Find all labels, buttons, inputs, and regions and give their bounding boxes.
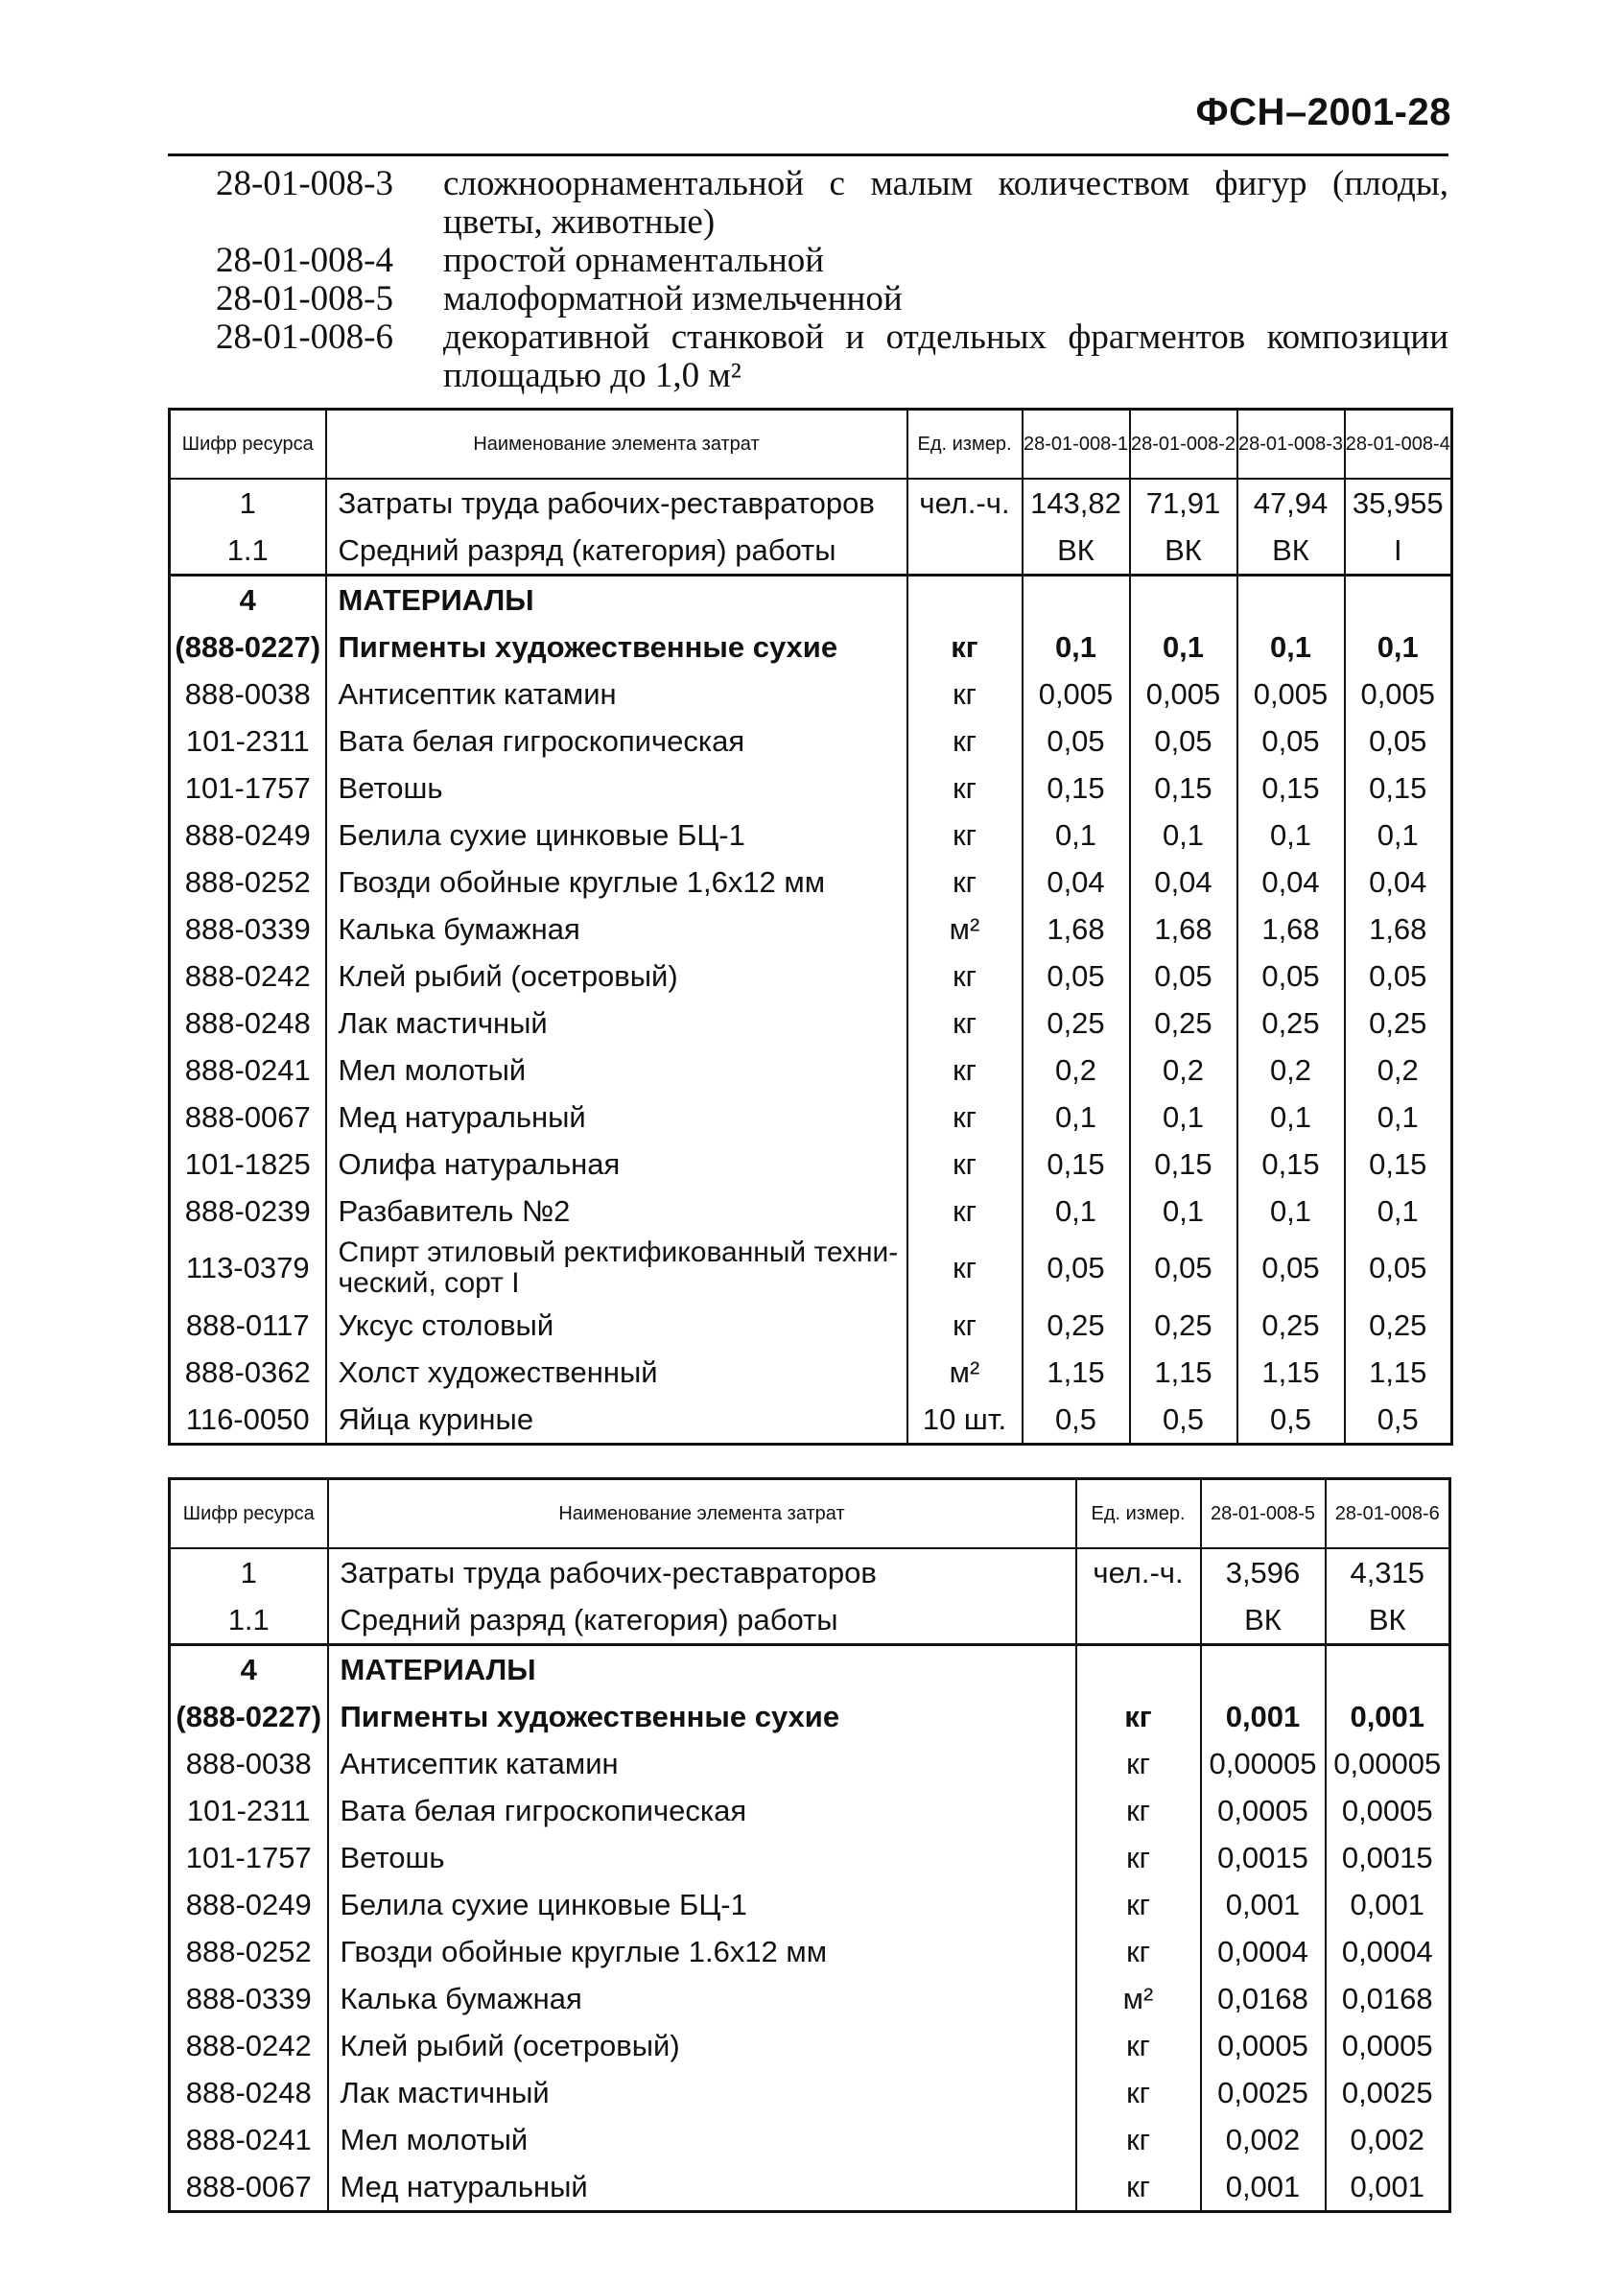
resource-code: 888-0038 (170, 1740, 328, 1787)
value-cell: 1,68 (1237, 906, 1345, 953)
resource-code: 4 (170, 576, 326, 624)
value-cell: 0,0005 (1201, 1787, 1326, 1834)
value-cell: 0,15 (1345, 765, 1452, 812)
value-cell: 0,005 (1345, 671, 1452, 718)
resource-name: Затраты труда рабочих-реставраторов (326, 479, 907, 527)
resource-name: Мел молотый (328, 2116, 1076, 2163)
page-header: ФСН–2001-28 (1195, 91, 1451, 133)
value-cell: 71,91 (1130, 479, 1237, 527)
resource-name: Средний разряд (категория) работы (326, 527, 907, 576)
resource-name: Средний разряд (категория) работы (328, 1596, 1076, 1645)
value-cell: 0,25 (1345, 1302, 1452, 1349)
unit-cell: кг (907, 859, 1023, 906)
unit-cell: чел.-ч. (907, 479, 1023, 527)
resource-name: Гвозди обойные круглые 1,6х12 мм (326, 859, 907, 906)
resource-code: 1 (170, 479, 326, 527)
unit-cell: кг (1076, 1834, 1201, 1881)
resource-name: Пигменты художественные сухие (326, 624, 907, 671)
resource-code: 116-0050 (170, 1396, 326, 1445)
resource-name: Олифа натуральная (326, 1141, 907, 1188)
value-cell (1345, 576, 1452, 624)
resource-code: 101-1757 (170, 1834, 328, 1881)
table-row (170, 1141, 1452, 1188)
resource-name: Клей рыбий (осетровый) (326, 953, 907, 1000)
table-row (170, 1645, 1450, 1694)
resource-name: Клей рыбий (осетровый) (328, 2022, 1076, 2069)
value-cell: ВК (1201, 1596, 1326, 1645)
value-cell: 0,1 (1345, 1094, 1452, 1141)
resource-code: 888-0067 (170, 1094, 326, 1141)
value-cell: 1,15 (1237, 1349, 1345, 1396)
value-cell: 47,94 (1237, 479, 1345, 527)
resource-code: 888-0117 (170, 1302, 326, 1349)
resource-code: 888-0339 (170, 1975, 328, 2022)
table-row (170, 1396, 1452, 1445)
table-row (170, 1000, 1452, 1047)
value-cell: 0,04 (1023, 859, 1130, 906)
header-col: 28-01-008-1 (1023, 410, 1130, 480)
value-cell: 0,001 (1201, 1693, 1326, 1740)
variant-desc: декоративной станковой и отдельных фрагментов композиции площадью до 1,0 м² (443, 318, 1448, 395)
table-row (170, 1596, 1450, 1645)
value-cell: 0,00005 (1201, 1740, 1326, 1787)
value-cell: 0,2 (1023, 1047, 1130, 1094)
unit-cell: кг (1076, 1787, 1201, 1834)
value-cell: 0,15 (1130, 1141, 1237, 1188)
value-cell: 0,5 (1023, 1396, 1130, 1445)
table-row (170, 906, 1452, 953)
value-cell: 0,001 (1326, 1881, 1450, 1928)
variant-list (216, 165, 1448, 395)
unit-cell: кг (907, 1141, 1023, 1188)
header-col: 28-01-008-4 (1345, 410, 1452, 480)
table-row (170, 1834, 1450, 1881)
value-cell: 0,1 (1345, 1188, 1452, 1235)
unit-cell: кг (907, 1000, 1023, 1047)
resource-name: Антисептик катамин (326, 671, 907, 718)
table-row (170, 812, 1452, 859)
norms-table-1 (168, 408, 1453, 1446)
resource-code: 888-0038 (170, 671, 326, 718)
value-cell: 0,05 (1130, 953, 1237, 1000)
unit-cell: кг (907, 765, 1023, 812)
value-cell: 0,1 (1130, 1094, 1237, 1141)
value-cell: 0,05 (1023, 953, 1130, 1000)
value-cell: 0,0004 (1201, 1928, 1326, 1975)
value-cell: 0,1 (1023, 1188, 1130, 1235)
value-cell: 0,1 (1130, 812, 1237, 859)
value-cell: 0,0168 (1326, 1975, 1450, 2022)
unit-cell: 10 шт. (907, 1396, 1023, 1445)
header-name: Наименование элемента затрат (328, 1479, 1076, 1549)
value-cell: 143,82 (1023, 479, 1130, 527)
value-cell: 35,955 (1345, 479, 1452, 527)
table-row (170, 1548, 1450, 1596)
value-cell: 0,0015 (1326, 1834, 1450, 1881)
value-cell: 0,25 (1237, 1302, 1345, 1349)
value-cell: ВК (1237, 527, 1345, 576)
table-row (170, 1787, 1450, 1834)
resource-name: Яйца куриные (326, 1396, 907, 1445)
table-row (170, 2163, 1450, 2212)
resource-code: 101-2311 (170, 1787, 328, 1834)
unit-cell: кг (1076, 2116, 1201, 2163)
value-cell: 0,25 (1130, 1000, 1237, 1047)
value-cell: 1,68 (1130, 906, 1237, 953)
value-cell: 0,05 (1237, 1235, 1345, 1302)
value-cell: 0,04 (1130, 859, 1237, 906)
unit-cell: кг (907, 953, 1023, 1000)
value-cell (1130, 576, 1237, 624)
resource-name: Мед натуральный (326, 1094, 907, 1141)
table-row (170, 1094, 1452, 1141)
value-cell: 0,04 (1237, 859, 1345, 906)
unit-cell: кг (907, 624, 1023, 671)
table-row (170, 1881, 1450, 1928)
resource-name: Вата белая гигроскопическая (326, 718, 907, 765)
value-cell: 0,25 (1345, 1000, 1452, 1047)
value-cell: 0,05 (1345, 718, 1452, 765)
unit-cell: кг (1076, 2163, 1201, 2212)
value-cell (1237, 576, 1345, 624)
header-col: 28-01-008-3 (1237, 410, 1345, 480)
value-cell: I (1345, 527, 1452, 576)
resource-code: 888-0252 (170, 1928, 328, 1975)
value-cell: 0,15 (1345, 1141, 1452, 1188)
value-cell: 0,15 (1023, 1141, 1130, 1188)
resource-name: Пигменты художественные сухие (328, 1693, 1076, 1740)
value-cell: 0,005 (1130, 671, 1237, 718)
unit-cell (907, 527, 1023, 576)
variant-desc: малоформатной измельченной (443, 279, 903, 318)
value-cell (1201, 1645, 1326, 1694)
value-cell: 0,15 (1237, 765, 1345, 812)
table-row (170, 718, 1452, 765)
table-row (170, 671, 1452, 718)
table-row (170, 1693, 1450, 1740)
unit-cell: кг (907, 671, 1023, 718)
unit-cell: кг (907, 1094, 1023, 1141)
resource-name: Затраты труда рабочих-реставраторов (328, 1548, 1076, 1596)
value-cell: 0,25 (1023, 1000, 1130, 1047)
value-cell: 0,2 (1345, 1047, 1452, 1094)
table-row (170, 1975, 1450, 2022)
resource-name: МАТЕРИАЛЫ (326, 576, 907, 624)
value-cell (1023, 576, 1130, 624)
value-cell: 0,00005 (1326, 1740, 1450, 1787)
variant-item (216, 165, 1448, 242)
value-cell: ВК (1130, 527, 1237, 576)
resource-code: 888-0249 (170, 1881, 328, 1928)
resource-code: 888-0339 (170, 906, 326, 953)
value-cell: 0,001 (1201, 2163, 1326, 2212)
table-header-row (170, 1479, 1450, 1549)
value-cell: 0,25 (1023, 1302, 1130, 1349)
value-cell: 0,0025 (1326, 2069, 1450, 2116)
value-cell: 0,0005 (1326, 1787, 1450, 1834)
value-cell: 0,001 (1326, 1693, 1450, 1740)
resource-code: 1.1 (170, 527, 326, 576)
resource-code: 4 (170, 1645, 328, 1694)
value-cell: 0,15 (1130, 765, 1237, 812)
table-row (170, 576, 1452, 624)
value-cell: 0,1 (1345, 624, 1452, 671)
value-cell: 0,25 (1130, 1302, 1237, 1349)
unit-cell: кг (1076, 2022, 1201, 2069)
resource-code: 888-0242 (170, 953, 326, 1000)
variant-code: 28-01-008-5 (216, 279, 393, 318)
resource-name: Ветошь (326, 765, 907, 812)
resource-name: Белила сухие цинковые БЦ-1 (326, 812, 907, 859)
value-cell: 0,25 (1237, 1000, 1345, 1047)
variant-item (216, 280, 1448, 318)
value-cell: 0,001 (1201, 1881, 1326, 1928)
resource-code: 888-0241 (170, 2116, 328, 2163)
resource-code: 888-0067 (170, 2163, 328, 2212)
value-cell: ВК (1023, 527, 1130, 576)
value-cell: 0,2 (1130, 1047, 1237, 1094)
variant-code: 28-01-008-4 (216, 241, 393, 280)
value-cell: 0,05 (1345, 1235, 1452, 1302)
unit-cell: кг (1076, 2069, 1201, 2116)
value-cell: 0,1 (1023, 812, 1130, 859)
resource-name: Лак мастичный (326, 1000, 907, 1047)
resource-code: 113-0379 (170, 1235, 326, 1302)
value-cell: 0,1 (1023, 1094, 1130, 1141)
unit-cell: кг (1076, 1928, 1201, 1975)
table-row (170, 1302, 1452, 1349)
value-cell: 1,15 (1023, 1349, 1130, 1396)
value-cell: 0,1 (1237, 812, 1345, 859)
resource-code: 888-0249 (170, 812, 326, 859)
unit-cell (907, 576, 1023, 624)
unit-cell: кг (907, 1235, 1023, 1302)
table-row (170, 859, 1452, 906)
resource-name: Уксус столовый (326, 1302, 907, 1349)
value-cell: 1,15 (1130, 1349, 1237, 1396)
resource-code: 101-1825 (170, 1141, 326, 1188)
resource-name: МАТЕРИАЛЫ (328, 1645, 1076, 1694)
value-cell: 0,0168 (1201, 1975, 1326, 2022)
resource-name: Гвозди обойные круглые 1.6х12 мм (328, 1928, 1076, 1975)
value-cell: 1,68 (1345, 906, 1452, 953)
resource-name: Вата белая гигроскопическая (328, 1787, 1076, 1834)
resource-name: Лак мастичный (328, 2069, 1076, 2116)
table-row (170, 2069, 1450, 2116)
value-cell: 4,315 (1326, 1548, 1450, 1596)
value-cell: 0,0005 (1201, 2022, 1326, 2069)
value-cell: 0,1 (1237, 624, 1345, 671)
unit-cell (1076, 1596, 1201, 1645)
unit-cell: кг (1076, 1881, 1201, 1928)
value-cell: 0,05 (1023, 1235, 1130, 1302)
table-body (170, 1548, 1450, 2212)
resource-code: 101-1757 (170, 765, 326, 812)
resource-name: Белила сухие цинковые БЦ-1 (328, 1881, 1076, 1928)
norms-table-2 (168, 1477, 1451, 2213)
value-cell: 0,5 (1130, 1396, 1237, 1445)
resource-code: 888-0362 (170, 1349, 326, 1396)
table-row (170, 527, 1452, 576)
unit-cell: кг (907, 1302, 1023, 1349)
unit-cell: кг (1076, 1693, 1201, 1740)
value-cell (1326, 1645, 1450, 1694)
unit-cell: чел.-ч. (1076, 1548, 1201, 1596)
header-col: 28-01-008-5 (1201, 1479, 1326, 1549)
header-unit: Ед. измер. (1076, 1479, 1201, 1549)
table-row (170, 479, 1452, 527)
resource-code: 888-0252 (170, 859, 326, 906)
value-cell: 0,5 (1237, 1396, 1345, 1445)
value-cell: 0,0015 (1201, 1834, 1326, 1881)
value-cell: 0,1 (1237, 1094, 1345, 1141)
value-cell: 0,5 (1345, 1396, 1452, 1445)
variant-desc: сложноорнаментальной с малым количеством фигур (плоды, цветы, животные) (443, 164, 1448, 242)
unit-cell: м² (1076, 1975, 1201, 2022)
unit-cell: кг (907, 812, 1023, 859)
unit-cell: кг (1076, 1740, 1201, 1787)
resource-code: 1.1 (170, 1596, 328, 1645)
header-code: Шифр ресурса (170, 1479, 328, 1549)
table-row (170, 1349, 1452, 1396)
table-row (170, 1928, 1450, 1975)
unit-cell: кг (907, 718, 1023, 765)
value-cell: 0,1 (1130, 1188, 1237, 1235)
header-name: Наименование элемента затрат (326, 410, 907, 480)
table-row (170, 2116, 1450, 2163)
unit-cell: м² (907, 1349, 1023, 1396)
table-row (170, 1740, 1450, 1787)
value-cell: 0,2 (1237, 1047, 1345, 1094)
variant-code: 28-01-008-3 (216, 164, 393, 203)
value-cell: 1,68 (1023, 906, 1130, 953)
variant-item (216, 242, 1448, 280)
resource-name: Калька бумажная (328, 1975, 1076, 2022)
value-cell: 0,05 (1237, 953, 1345, 1000)
resource-name: Мед натуральный (328, 2163, 1076, 2212)
table-row (170, 1047, 1452, 1094)
table-header-row (170, 410, 1452, 480)
value-cell: 0,04 (1345, 859, 1452, 906)
table-row (170, 2022, 1450, 2069)
header-col: 28-01-008-2 (1130, 410, 1237, 480)
unit-cell (1076, 1645, 1201, 1694)
value-cell: 0,0025 (1201, 2069, 1326, 2116)
table-body (170, 479, 1452, 1445)
resource-code: 888-0242 (170, 2022, 328, 2069)
resource-name: Антисептик катамин (328, 1740, 1076, 1787)
value-cell: 0,001 (1326, 2163, 1450, 2212)
value-cell: 0,05 (1130, 718, 1237, 765)
value-cell: 0,1 (1345, 812, 1452, 859)
value-cell: 3,596 (1201, 1548, 1326, 1596)
resource-name: Ветошь (328, 1834, 1076, 1881)
unit-cell: м² (907, 906, 1023, 953)
table-row (170, 1235, 1452, 1302)
value-cell: 0,15 (1023, 765, 1130, 812)
header-unit: Ед. измер. (907, 410, 1023, 480)
resource-name: Холст художественный (326, 1349, 907, 1396)
table-row (170, 624, 1452, 671)
resource-code: 1 (170, 1548, 328, 1596)
value-cell: 0,1 (1023, 624, 1130, 671)
value-cell: ВК (1326, 1596, 1450, 1645)
unit-cell: кг (907, 1047, 1023, 1094)
value-cell: 0,1 (1130, 624, 1237, 671)
resource-name: Разбавитель №2 (326, 1188, 907, 1235)
unit-cell: кг (907, 1188, 1023, 1235)
resource-code: 101-2311 (170, 718, 326, 765)
resource-code: 888-0239 (170, 1188, 326, 1235)
value-cell: 0,05 (1345, 953, 1452, 1000)
value-cell: 1,15 (1345, 1349, 1452, 1396)
value-cell: 0,05 (1237, 718, 1345, 765)
resource-name: Мел молотый (326, 1047, 907, 1094)
header-rule (168, 153, 1448, 156)
variant-item (216, 318, 1448, 395)
resource-code: (888-0227) (170, 1693, 328, 1740)
value-cell: 0,0004 (1326, 1928, 1450, 1975)
header-code: Шифр ресурса (170, 410, 326, 480)
resource-name: Калька бумажная (326, 906, 907, 953)
value-cell: 0,05 (1023, 718, 1130, 765)
resource-code: 888-0248 (170, 2069, 328, 2116)
value-cell: 0,002 (1201, 2116, 1326, 2163)
header-col: 28-01-008-6 (1326, 1479, 1450, 1549)
resource-code: (888-0227) (170, 624, 326, 671)
value-cell: 0,005 (1237, 671, 1345, 718)
table-row (170, 1188, 1452, 1235)
table-row (170, 953, 1452, 1000)
resource-name: Спирт этиловый ректификованный технический, сорт I (326, 1235, 907, 1302)
table-row (170, 765, 1452, 812)
value-cell: 0,05 (1130, 1235, 1237, 1302)
value-cell: 0,005 (1023, 671, 1130, 718)
value-cell: 0,1 (1237, 1188, 1345, 1235)
resource-code: 888-0248 (170, 1000, 326, 1047)
value-cell: 0,002 (1326, 2116, 1450, 2163)
variant-code: 28-01-008-6 (216, 318, 393, 357)
value-cell: 0,0005 (1326, 2022, 1450, 2069)
resource-code: 888-0241 (170, 1047, 326, 1094)
value-cell: 0,15 (1237, 1141, 1345, 1188)
variant-desc: простой орнаментальной (443, 241, 825, 280)
